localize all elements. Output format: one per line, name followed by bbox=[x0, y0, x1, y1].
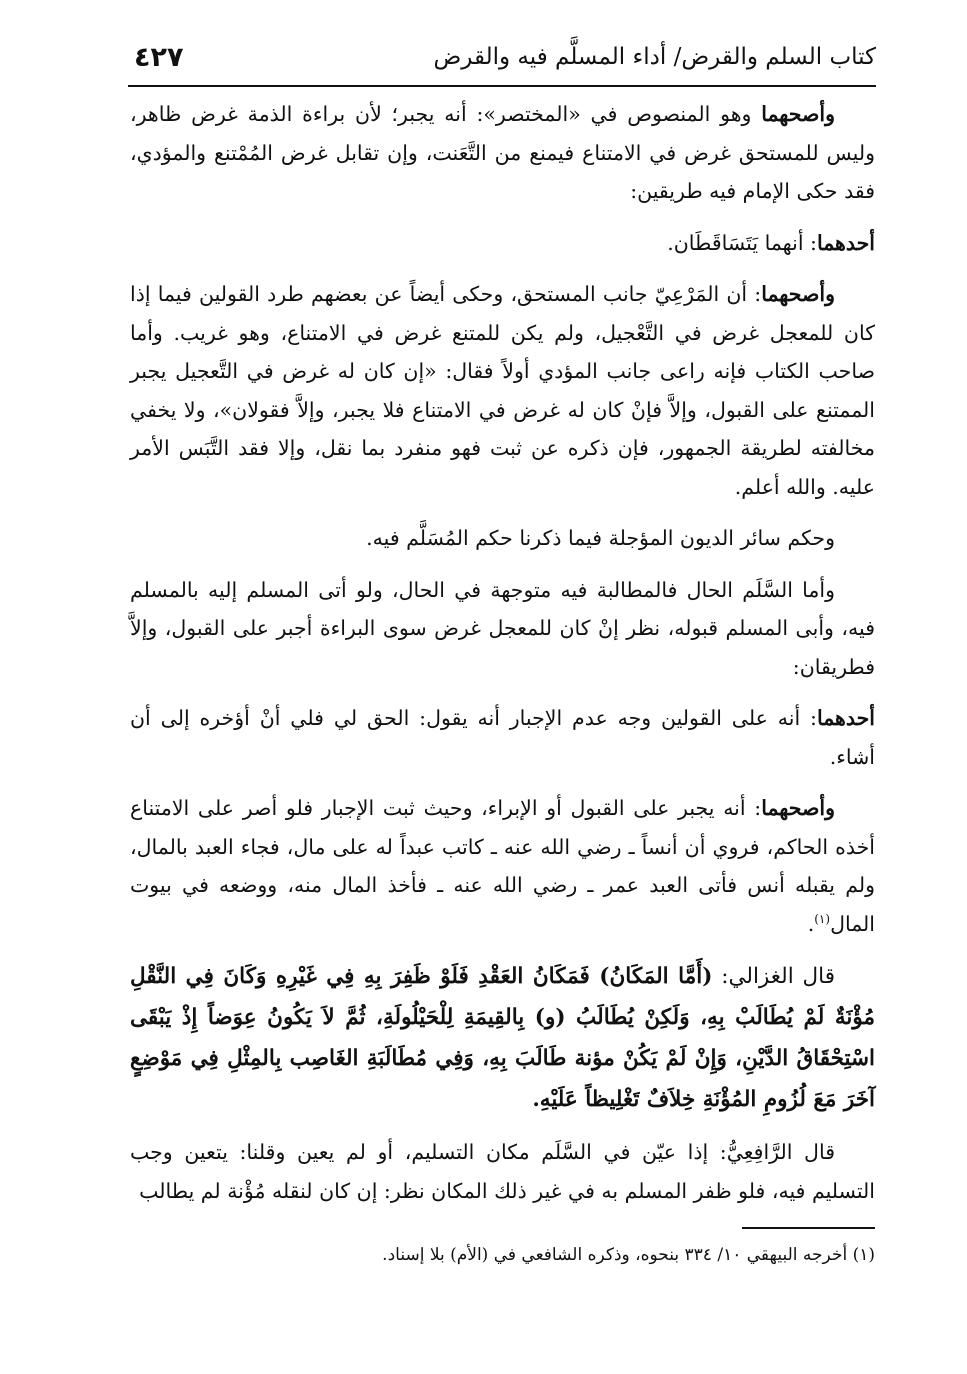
paragraph-text: : أنه على القولين وجه عدم الإجبار أنه يقول: الحق لي فلي أنْ أؤخره إلى أن أشاء. bbox=[130, 706, 875, 769]
paragraph-text: : أنهما يَتَسَاقَطَان. bbox=[667, 230, 817, 255]
ghazali-quote-paragraph bbox=[130, 956, 875, 1120]
page-header bbox=[128, 42, 876, 82]
main-text bbox=[130, 95, 875, 1223]
paragraph bbox=[130, 1133, 875, 1210]
footnote-rule bbox=[742, 1227, 875, 1229]
paragraph-lead: وأصحهما bbox=[761, 796, 835, 820]
paragraph bbox=[130, 224, 875, 263]
paragraph-lead: وأصحهما bbox=[761, 102, 835, 126]
paragraph-lead: أحدهما bbox=[816, 230, 875, 255]
footnote: (١) أخرجه البيهقي ١٠/ ٣٣٤ بنحوه، وذكره الشافعي في (الأم) بلا إسناد. bbox=[382, 1245, 875, 1265]
running-title: كتاب السلم والقرض/ أداء المسلَّم فيه والقرض bbox=[433, 44, 876, 70]
paragraph bbox=[130, 275, 875, 506]
paragraph-text: وهو المنصوص في «المختصر»: أنه يجبر؛ لأن براءة الذمة غرض ظاهر، وليس للمستحق غرض في الامتناع فيمنع من التَّعَنت، وإن تقابل غرض المُمْتنع والمؤدي، فقد حكى الإمام فيه طريقين: bbox=[130, 102, 875, 203]
paragraph-text: وحكم سائر الديون المؤجلة فيما ذكرنا حكم المُسَلَّم فيه. bbox=[366, 526, 835, 550]
paragraph bbox=[130, 519, 875, 558]
header-rule bbox=[128, 85, 876, 87]
paragraph-lead: وأصحهما bbox=[761, 282, 835, 306]
paragraph bbox=[130, 789, 875, 943]
paragraph bbox=[130, 699, 875, 776]
paragraph-tail: . bbox=[807, 911, 815, 936]
paragraph-text: : أنه يجبر على القبول أو الإبراء، وحيث ثبت الإجبار فلو أصر على الامتناع أخذه الحاكم، فروي أن أنساً ـ رضي الله عنه ـ كاتب عبداً له على مال، فجاء العبد بالمال، ولم يقبله أنس فأتى العبد عمر ـ رضي الله عنه ـ فأخذ المال منه، ووضعه في بيوت المال bbox=[130, 796, 875, 936]
paragraph-lead: أحدهما bbox=[816, 706, 875, 730]
paragraph-text: قال الرَّافِعِيُّ: إذا عيّن في السَّلَم مكان التسليم، أو لم يعين وقلنا: يتعين وجب التسليم فيه، فلو ظفر المسلم به في غير ذلك المكان نظر: إن كان لنقله مُؤْنة لم يطالب bbox=[130, 1140, 875, 1203]
quote-intro: قال الغزالي: bbox=[712, 964, 835, 989]
paragraph bbox=[130, 95, 875, 211]
paragraph-text: : أن المَرْعِيّ جانب المستحق، وحكى أيضاً عن بعضهم طرد القولين فيما إذا كان للمعجل غرض في التَّعْجيل، ولم يكن للمتنع غرض في الامتناع، وهو غريب. وأما صاحب الكتاب فإنه راعى جانب المؤدي أولاً فقال: «إن كان له غرض في التَّعجيل يجبر الممتنع على القبول، وإلاَّ فإنْ كان له غرض في الامتناع فلا يجبر، وإلاَّ فقولان»، ولا يخفي مخالفته لطريقة الجمهور، فإن ذكره عن ثبت فهو منفرد بما نقل، وإلا فقد التَّبَس الأمر عليه. والله أعلم. bbox=[130, 282, 875, 499]
footnote-marker: (١) bbox=[814, 911, 831, 926]
paragraph-text: وأما السَّلَم الحال فالمطالبة فيه متوجهة في الحال، ولو أتى المسلم إليه بالمسلم فيه، وأبى المسلم قبوله، نظر إنْ كان للمعجل غرض سوى البراءة أجبر على القبول، وإلاَّ فطريقان: bbox=[130, 577, 875, 679]
paragraph bbox=[130, 571, 875, 687]
quote-text: (أَمَّا المَكَانُ) فَمَكَانُ العَقْدِ فَلَوْ ظَفِرَ بِهِ فِي غَيْرِهِ وَكَانَ فِي النَّقْلِ مُؤْنَةٌ لَمْ يُطَالَبْ بِهِ، وَلَكِنْ يُطَالَبُ (و) بِالقِيمَةِ لِلْحَيْلُولَةِ، ثُمَّ لاَ يَكُونُ عِوَضاً إِذْ يَبْقَى اسْتِحْقَاقُ الدَّيْنِ، وَإِنْ لَمْ يَكُنْ مؤنة طَالَبَ بِهِ، وَفِي مُطَالَبَةِ الغَاصِب بِالمِثْلِ فِي مَوْضِعٍ آخَرَ مَعَ لُزُومِ المُؤْنَةِ خِلاَفٌ تَغْلِيظاً عَلَيْهِ. bbox=[130, 964, 875, 1112]
page-number: ٤٢٧ bbox=[134, 42, 184, 73]
